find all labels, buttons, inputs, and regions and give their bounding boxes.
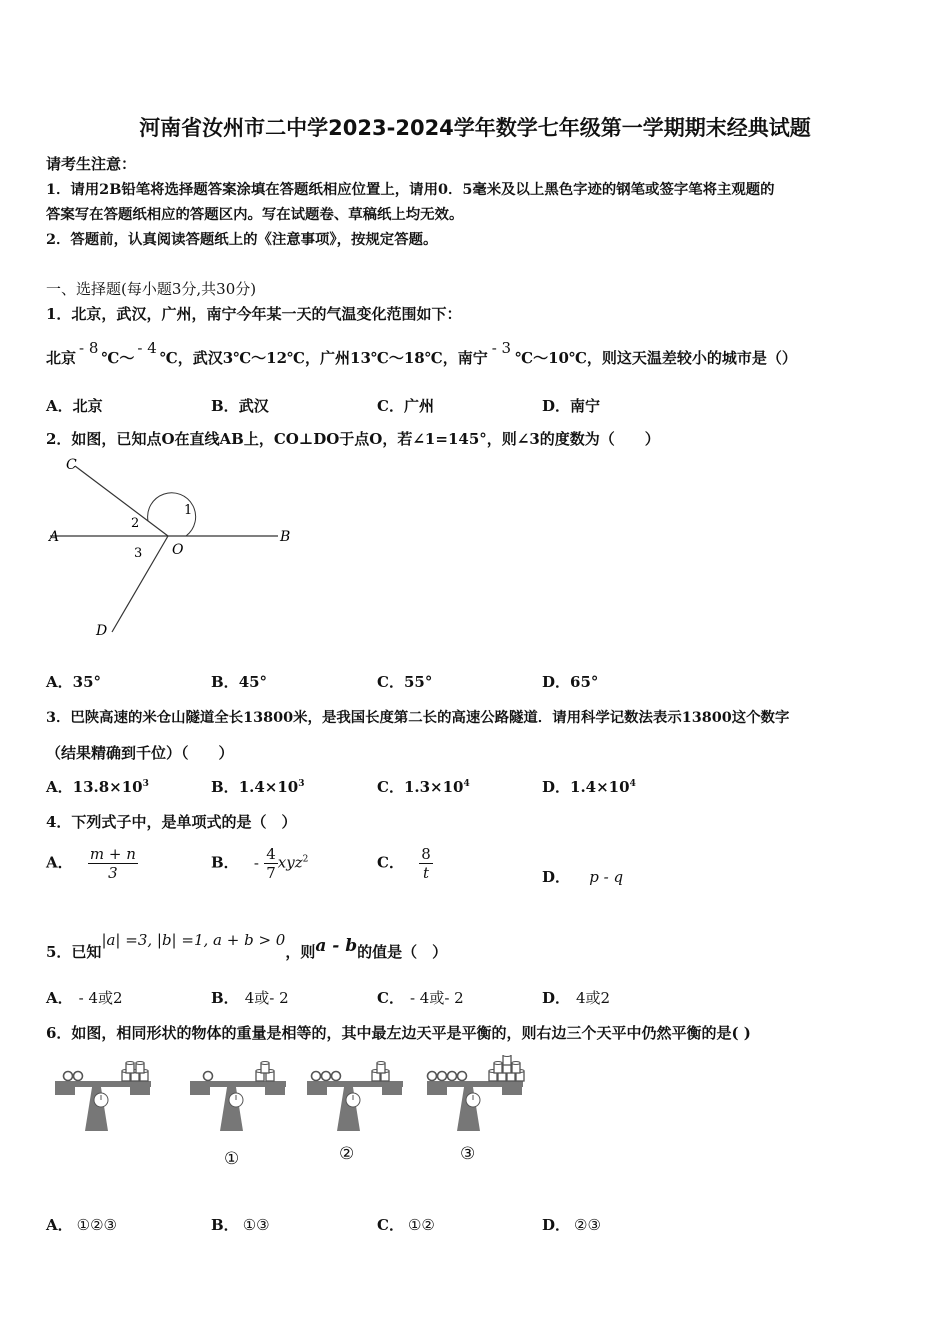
q5-expression: a - b <box>315 936 358 956</box>
q2-option-a[interactable] <box>46 671 101 692</box>
fraction-numerator: 8 <box>421 845 431 863</box>
fraction-numerator: 4 <box>266 845 276 863</box>
option-letter: D． <box>542 673 571 691</box>
label-o: O <box>172 542 184 558</box>
option-letter: C． <box>377 853 404 872</box>
balance-3-label: ③ <box>460 1144 476 1164</box>
variables: xyz <box>277 853 303 872</box>
option-letter: D． <box>542 989 571 1007</box>
option-text: 武汉 <box>238 397 269 415</box>
q6-stem: 6．如图，相同形状的物体的重量是相等的，其中最左边天平是平衡的，则右边三个天平中仍然平衡的是( ) <box>46 1024 751 1042</box>
option-letter: C． <box>377 778 404 796</box>
option-base: 1.4×10 <box>238 778 299 796</box>
q6-option-d[interactable] <box>542 1214 601 1235</box>
option-letter: D． <box>542 778 571 796</box>
option-letter: C． <box>377 989 404 1007</box>
option-base: 1.4×10 <box>570 778 630 796</box>
q4-option-a[interactable] <box>46 845 138 882</box>
q1-temp-1: - 8 <box>79 339 99 357</box>
q5-option-a[interactable] <box>46 987 123 1008</box>
label-angle-2: 2 <box>131 516 140 531</box>
q1-text-part4: ℃～10℃，则这天温差较小的城市是（） <box>515 349 797 367</box>
notice-line-1b: 答案写在答题纸相应的答题区内。写在试题卷、草稿纸上均无效。 <box>46 206 464 223</box>
minus-sign: - <box>253 853 259 872</box>
option-text: 35° <box>72 673 102 691</box>
option-letter: A． <box>46 397 73 415</box>
q6-option-a[interactable] <box>46 1214 117 1235</box>
q3-line-2: （结果精确到千位）（ ） <box>46 744 234 762</box>
notice-line-1a: 1．请用2B铅笔将选择题答案涂填在答题纸相应位置上，请用0．5毫米及以上黑色字迹的钢笔或签字笔将主观题的 <box>46 181 775 198</box>
q1-option-b[interactable] <box>211 395 269 416</box>
option-text: 65° <box>570 673 599 691</box>
page-title: 河南省汝州市二中学2023-2024学年数学七年级第一学期期末经典试题 <box>139 116 811 140</box>
option-letter: C． <box>377 673 404 691</box>
option-text: 4或- 2 <box>244 989 289 1007</box>
option-letter: B． <box>211 853 239 872</box>
fraction-numerator: m + n <box>89 845 136 863</box>
q1-text-part3: ℃，武汉3℃～12℃，广州13℃～18℃，南宁 <box>159 349 488 367</box>
option-text: ②③ <box>574 1216 601 1234</box>
q1-stem: 1．北京，武汉，广州，南宁今年某一天的气温变化范围如下： <box>46 305 462 323</box>
option-letter: A． <box>46 1216 73 1234</box>
label-angle-3: 3 <box>134 546 143 561</box>
q5-option-c[interactable] <box>377 987 464 1008</box>
balance-1-label: ① <box>224 1149 240 1169</box>
option-letter: D． <box>542 868 571 886</box>
option-expression: p - q <box>589 868 624 886</box>
q1-option-a[interactable] <box>46 395 103 416</box>
notice-line-2: 2．答题前，认真阅读答题纸上的《注意事项》，按规定答题。 <box>46 231 438 248</box>
balance-2-label: ② <box>339 1144 355 1164</box>
fraction-denominator: 7 <box>266 864 276 882</box>
q1-temp-3: - 3 <box>491 339 512 357</box>
q6-option-c[interactable] <box>377 1214 435 1235</box>
fraction-b <box>264 845 278 882</box>
option-exponent: 4 <box>629 779 636 789</box>
option-text: - 4或- 2 <box>409 989 464 1007</box>
balance-2 <box>307 1062 403 1132</box>
q6-option-b[interactable] <box>211 1214 270 1235</box>
q2-option-b[interactable] <box>211 671 267 692</box>
option-text: 4或2 <box>576 989 611 1007</box>
option-text: 55° <box>403 673 433 691</box>
option-exponent: 3 <box>142 779 149 789</box>
q1-option-c[interactable] <box>377 395 434 416</box>
option-text: 北京 <box>72 397 103 415</box>
option-letter: C． <box>377 1216 404 1234</box>
option-exponent: 3 <box>298 779 305 789</box>
q3-option-d[interactable] <box>542 776 636 797</box>
option-letter: D． <box>542 397 571 415</box>
q2-angle-figure <box>40 450 310 645</box>
fraction-c <box>419 845 433 882</box>
label-d: D <box>96 623 108 639</box>
label-b: B <box>280 529 291 545</box>
option-letter: B． <box>211 989 239 1007</box>
q4-option-b[interactable] <box>211 845 308 882</box>
q5-stem <box>46 931 448 961</box>
fraction-denominator: t <box>422 864 429 882</box>
notice-heading: 请考生注意： <box>46 155 137 173</box>
q4-stem: 4．下列式子中，是单项式的是（ ） <box>46 813 297 831</box>
option-text: - 4或2 <box>78 989 123 1007</box>
option-exponent: 4 <box>463 779 470 789</box>
option-letter: A． <box>46 853 73 872</box>
option-letter: B． <box>211 397 239 415</box>
option-text: 45° <box>238 673 268 691</box>
section-heading: 一、选择题(每小题3分,共30分) <box>46 280 257 298</box>
q5-condition: |a| =3, |b| =1, a + b > 0 <box>101 931 286 949</box>
q5-option-b[interactable] <box>211 987 289 1008</box>
option-letter: A． <box>46 778 73 796</box>
balance-reference <box>55 1062 151 1132</box>
q5-option-d[interactable] <box>542 987 610 1008</box>
q5-text-post: 的值是（ ） <box>357 943 448 961</box>
option-letter: B． <box>211 778 239 796</box>
q4-option-d[interactable] <box>542 866 623 887</box>
fraction-a <box>88 845 138 882</box>
q3-option-b[interactable] <box>211 776 305 797</box>
q1-line <box>46 339 797 368</box>
option-letter: D． <box>542 1216 571 1234</box>
balance-1 <box>190 1062 286 1132</box>
label-angle-1: 1 <box>184 503 193 518</box>
q4-option-c[interactable] <box>377 845 433 882</box>
q5-text-mid: ，则 <box>285 943 316 961</box>
option-letter: B． <box>211 673 239 691</box>
option-text: 南宁 <box>570 397 601 415</box>
q2-option-c[interactable] <box>377 671 432 692</box>
q3-option-a[interactable] <box>46 776 149 797</box>
option-letter: A． <box>46 989 73 1007</box>
q5-text-pre: 5．已知 <box>46 943 102 961</box>
option-text: ①②③ <box>76 1216 117 1234</box>
label-c: C <box>66 457 77 473</box>
balance-3 <box>427 1055 524 1131</box>
label-a: A <box>49 529 60 545</box>
q1-option-d[interactable] <box>542 395 600 416</box>
option-base: 1.3×10 <box>403 778 464 796</box>
q2-option-d[interactable] <box>542 671 598 692</box>
q1-text-part1: 北京 <box>46 349 77 367</box>
option-letter: B． <box>211 1216 239 1234</box>
q1-text-part2: ℃～ <box>101 349 135 367</box>
q3-line-1: 3．巴陕高速的米仓山隧道全长13800米，是我国长度第二长的高速公路隧道．请用科学记数法表示13800这个数字 <box>46 709 790 726</box>
q2-stem: 2．如图，已知点O在直线AB上，CO⊥DO于点O，若∠1=145°，则∠3的度数为（ ） <box>46 430 660 448</box>
exponent: 2 <box>302 854 309 865</box>
option-text: 广州 <box>403 397 434 415</box>
q3-option-c[interactable] <box>377 776 470 797</box>
option-letter: C． <box>377 397 404 415</box>
q1-temp-2: - 4 <box>137 339 157 357</box>
fraction-denominator: 3 <box>108 864 118 882</box>
option-base: 13.8×10 <box>72 778 143 796</box>
option-letter: A． <box>46 673 73 691</box>
option-text: ①③ <box>242 1216 270 1234</box>
option-text: ①② <box>407 1216 435 1234</box>
